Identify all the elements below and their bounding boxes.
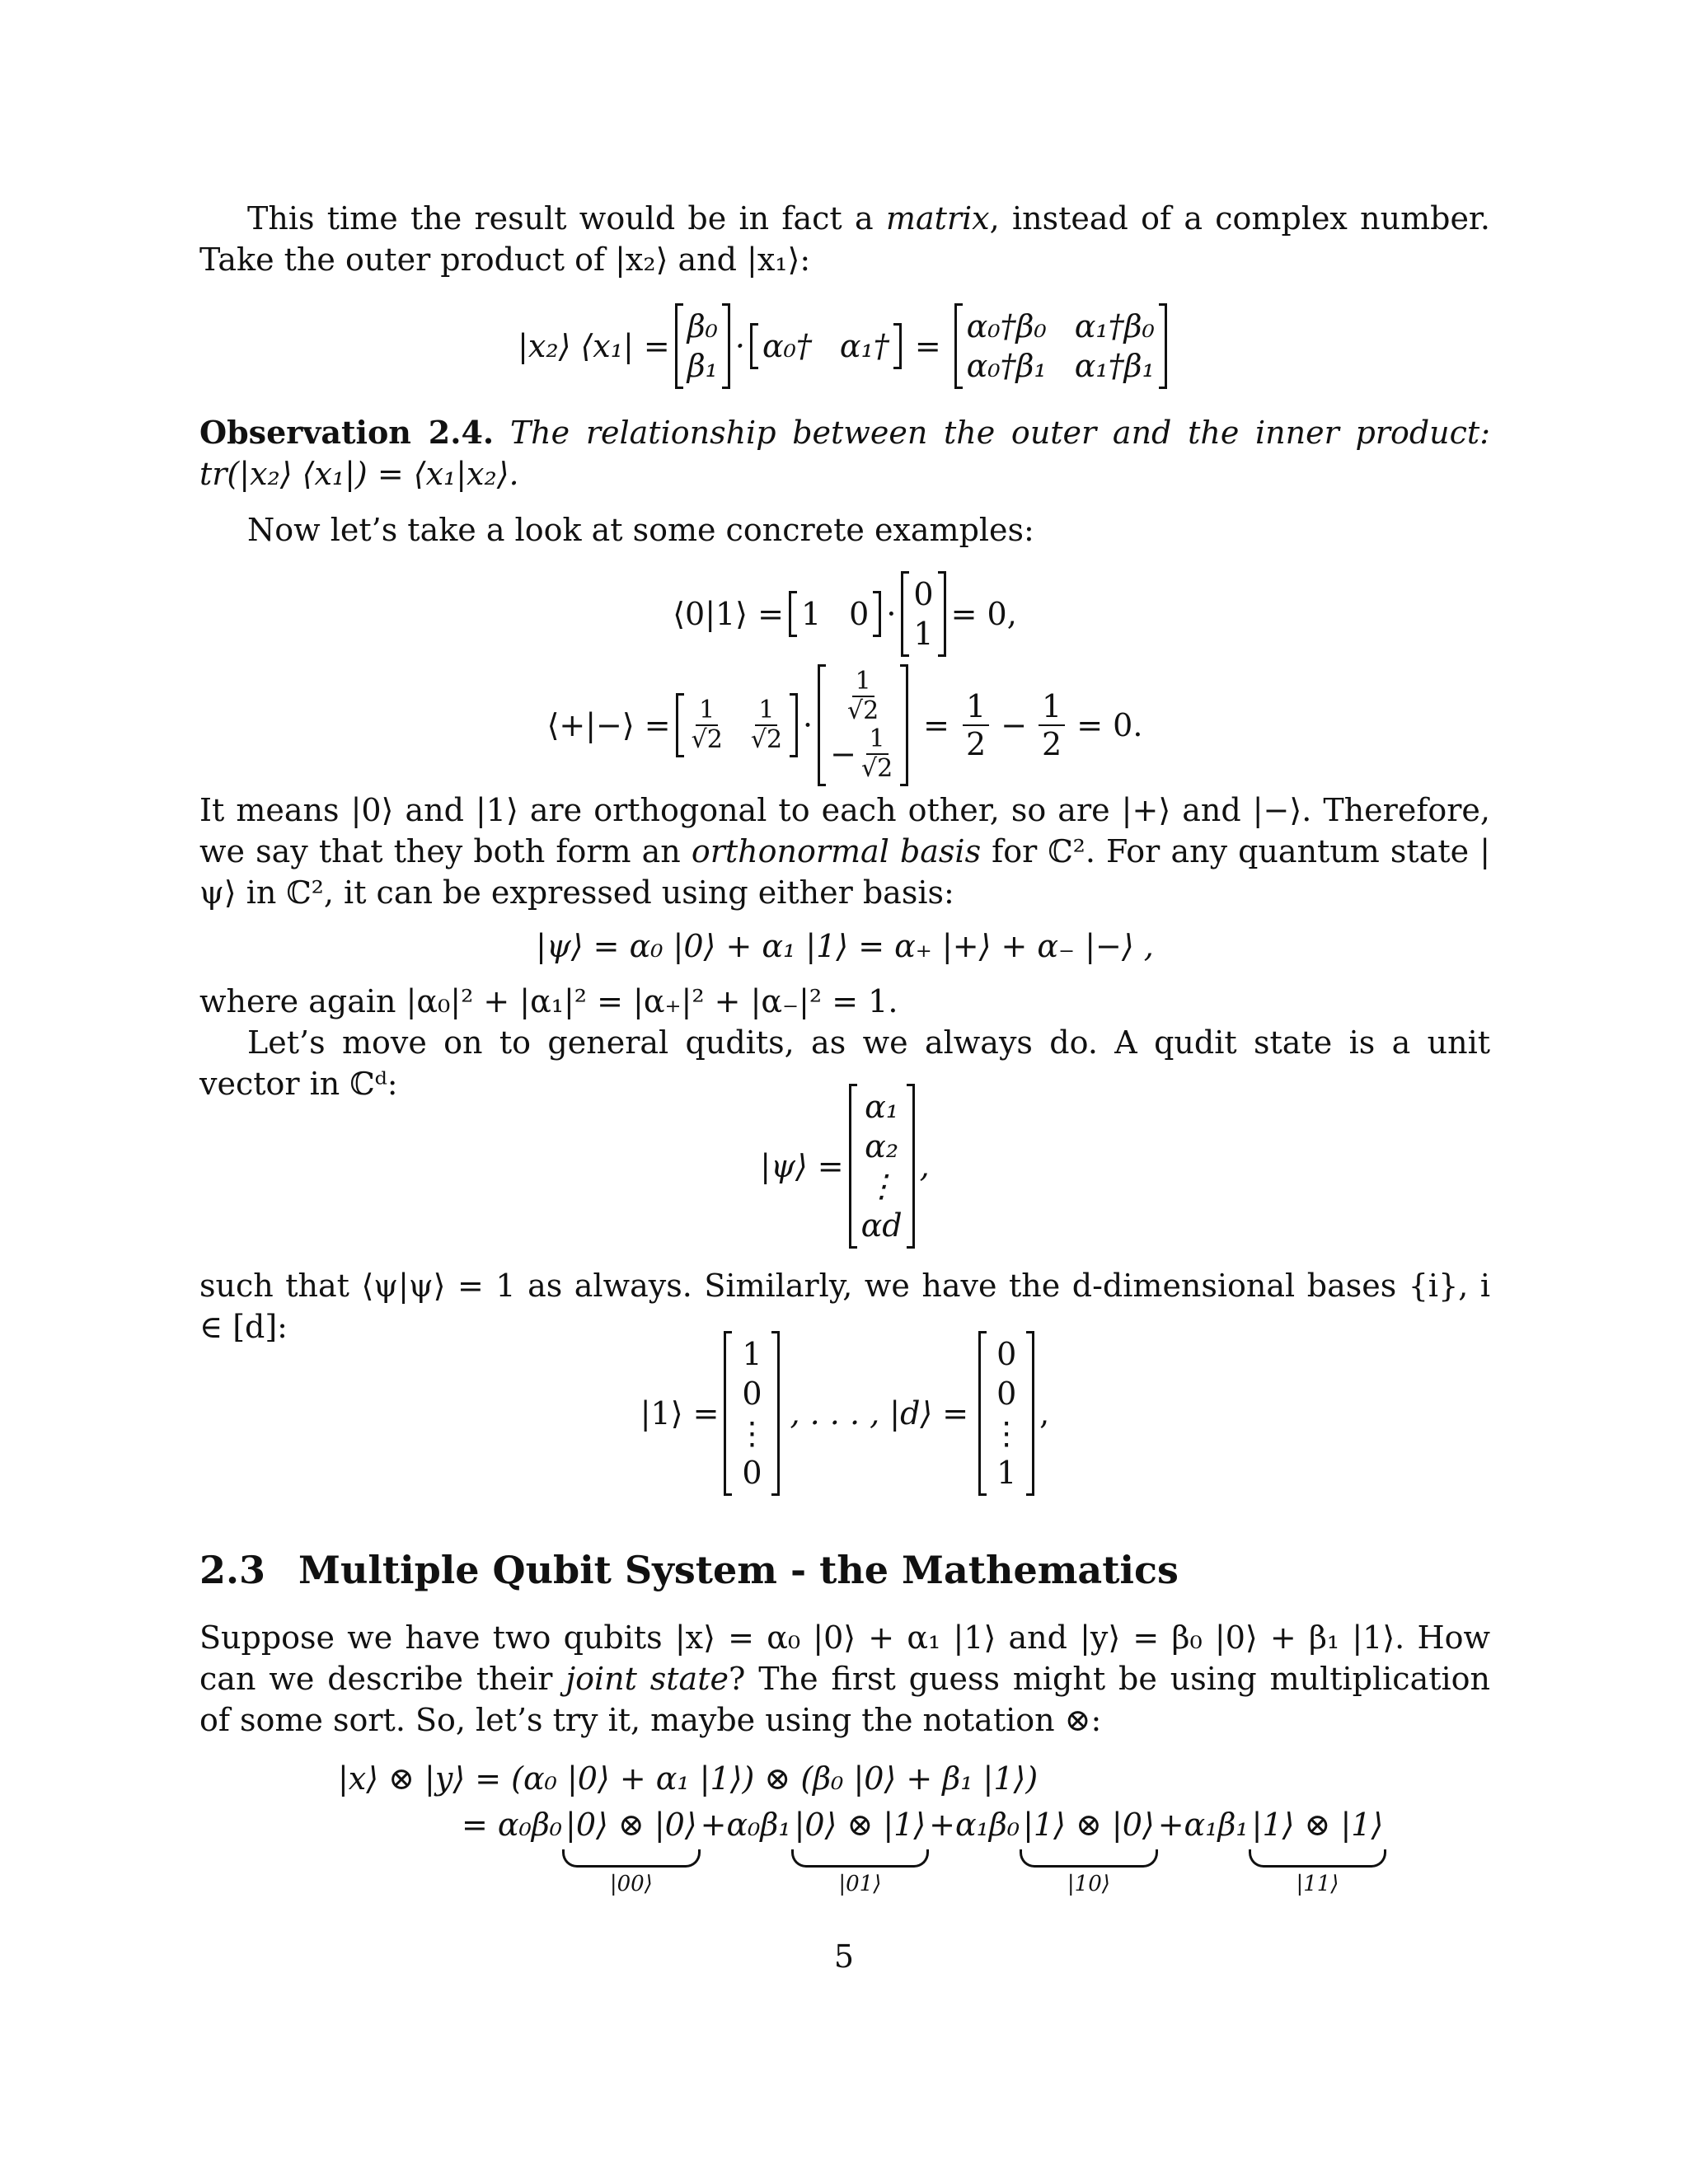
term-body: |1⟩ ⊗ |0⟩ [1023,1807,1155,1843]
equation-inner-0-1 [199,569,1490,659]
cell: α₀† [762,328,812,364]
qudit-column-vector [849,1084,915,1249]
numerator: 1 [755,696,777,726]
equation-psi-basis-expansion [199,921,1490,971]
cell: 1 [742,1336,762,1372]
section-number: 2.3 [199,1548,266,1592]
cell: α₂ [865,1128,899,1165]
term [929,1802,1158,1900]
minus-sign: − [830,736,856,772]
underbrace [562,1849,701,1868]
section-title: Multiple Qubit System - the Mathematics [298,1548,1179,1592]
cell: 0 [742,1455,762,1491]
cell: α₁† [839,328,889,364]
eq-line-1: |x⟩ ⊗ |y⟩ = (α₀ |0⟩ + α₁ |1⟩) ⊗ (β₀ |0⟩ + β₁ |1⟩) [338,1760,1039,1797]
text: This time the result would be in fact a [247,200,886,237]
equation-tensor-product [338,1755,1386,1900]
eq-line-2 [462,1802,1386,1900]
fraction-half [963,688,989,762]
observation-label: Observation 2.4. [199,414,495,451]
denominator: √2 [691,725,723,754]
term [1158,1802,1387,1900]
underbrace-group [791,1802,930,1900]
text: for ℂ². For any quantum state |ψ⟩ in ℂ², it can be expressed using either basis: [199,833,1490,911]
paragraph-outer-product-intro [199,198,1490,280]
text: such that ⟨ψ|ψ⟩ = 1 as always. Similarly, we have the d-dimensional bases {i}, i ∈ [d]: [199,1268,1490,1345]
term-prefix: +α₁β₁ [1157,1807,1249,1843]
fraction [861,725,893,783]
denominator: √2 [750,725,783,754]
row-vector-plus [676,693,798,757]
cell: 0 [996,1376,1017,1412]
eq-lhs: ⟨+|−⟩ = [546,707,671,743]
eq-lhs: ⟨0|1⟩ = [673,596,784,632]
cell: 1 [913,616,934,652]
equation-basis-vectors [199,1319,1490,1508]
cell: α₁†β₁ [1074,348,1155,384]
equation-outer-product [199,297,1490,396]
paragraph-normalization [199,981,1490,1022]
numerator: 1 [866,725,889,755]
cell: 1 [800,596,822,632]
eq-rhs: , [919,1148,930,1184]
underbrace [1020,1849,1158,1868]
eq-line-2-start: = α₀β₀ [462,1807,563,1843]
cell: β₁ [687,348,718,384]
text: Let’s move on to general qudits, as we always do. A qudit state is a unit vector in ℂᵈ: [199,1024,1490,1102]
tensor-terms [562,1802,1386,1900]
cell: ⋮ [865,1168,898,1204]
underbrace [791,1849,930,1868]
underbrace [1249,1849,1387,1868]
cell: ⋮ [736,1415,768,1451]
fraction [692,696,723,754]
term-body: |1⟩ ⊗ |1⟩ [1251,1807,1384,1843]
eq-mid: , . . . , |d⟩ = [790,1395,969,1432]
eq-text: |ψ⟩ = α₀ |0⟩ + α₁ |1⟩ = α₊ |+⟩ + α₋ |−⟩ , [536,928,1154,964]
cell: α₁ [865,1089,899,1125]
underbrace-label: |01⟩ [838,1872,882,1896]
fraction-half [1039,688,1065,762]
observation-2-4 [199,412,1490,494]
cell: ⋮ [991,1415,1023,1451]
eq-rhs: = 0, [950,596,1017,632]
eq-lhs: |1⟩ = [640,1395,720,1432]
fraction [751,696,782,754]
basis-vector-1 [724,1331,780,1496]
term-body: |0⟩ ⊗ |1⟩ [794,1807,926,1843]
numerator: 1 [696,696,718,726]
equals: = [923,707,950,743]
eq-lhs: |x₂⟩ ⟨x₁| = [518,328,670,364]
emphasis-orthonormal-basis: orthonormal basis [691,833,982,869]
page-number: 5 [833,1938,855,1975]
eq-rhs: = 0. [1076,707,1143,743]
denominator: √2 [860,754,893,783]
section-heading [199,1548,1179,1592]
denominator: √2 [847,696,879,725]
text: Now let’s take a look at some concrete examples: [247,512,1034,548]
underbrace-label: |00⟩ [609,1872,653,1896]
underbrace-label: |11⟩ [1296,1872,1339,1896]
text: , instead of a complex number. Take the outer product of |x₂⟩ and |x₁⟩: [199,200,1490,278]
paragraph-orthonormal-basis [199,790,1490,913]
dot-operator: · [734,328,745,364]
cell: 0 [913,576,934,612]
row-vector-alpha-dagger [750,323,902,369]
cell: α₀†β₀ [966,308,1047,344]
numerator: 1 [852,668,874,697]
denominator: 2 [966,726,987,762]
equation-qudit-state [199,1080,1490,1253]
cell: αd [860,1207,903,1244]
cell: α₀†β₁ [966,348,1047,384]
emphasis-joint-state: joint state [565,1661,729,1697]
paragraph-joint-state [199,1617,1490,1741]
eq-lhs: |ψ⟩ = [760,1148,844,1184]
emphasis-matrix: matrix [885,200,990,237]
eq-rhs: , [1039,1395,1050,1432]
dot-operator: · [886,596,897,632]
column-vector-minus [818,664,908,786]
cell: β₀ [687,308,718,344]
numerator: 1 [963,688,989,726]
text: Suppose we have two qubits |x⟩ = α₀ |0⟩ + α₁ |1⟩ and |y⟩ = β₀ |0⟩ + β₁ |1⟩. How can we describe their [199,1619,1490,1697]
fraction [847,668,879,725]
observation-text: The relationship between the outer and the inner product: tr(|x₂⟩ ⟨x₁|) = ⟨x₁|x₂⟩. [199,415,1490,492]
cell: 0 [849,596,870,632]
equals: = [914,328,941,364]
underbrace-label: |10⟩ [1067,1872,1110,1896]
underbrace-group [1249,1802,1387,1900]
numerator: 1 [1039,688,1065,726]
underbrace-group [1020,1802,1158,1900]
term-prefix: +α₁β₀ [929,1807,1020,1843]
text: ? The first guess might be using multiplication of some sort. So, let’s try it, maybe using the notation ⊗: [199,1661,1490,1738]
outer-product-matrix [954,303,1167,389]
cell: 0 [996,1336,1017,1372]
column-vector [901,571,945,657]
term-body: |0⟩ ⊗ |0⟩ [565,1807,697,1843]
cell: 0 [742,1376,762,1412]
minus-operator: − [1001,707,1028,743]
cell: 1 [996,1455,1017,1491]
column-vector-beta [675,303,730,389]
underbrace-group [562,1802,701,1900]
equation-inner-plus-minus [199,668,1490,783]
basis-vector-d [978,1331,1034,1496]
row-vector [789,591,881,637]
text: It means |0⟩ and |1⟩ are orthogonal to each other, so are |+⟩ and |−⟩. Therefore, we say that they both form an [199,792,1490,869]
paragraph-examples-intro [199,509,1490,551]
dot-operator: · [803,707,814,743]
cell: α₁†β₀ [1074,308,1155,344]
denominator: 2 [1042,726,1062,762]
term [701,1802,930,1900]
term [562,1802,701,1900]
term-prefix: +α₀β₁ [700,1807,791,1843]
text: where again |α₀|² + |α₁|² = |α₊|² + |α₋|² = 1. [199,983,898,1019]
